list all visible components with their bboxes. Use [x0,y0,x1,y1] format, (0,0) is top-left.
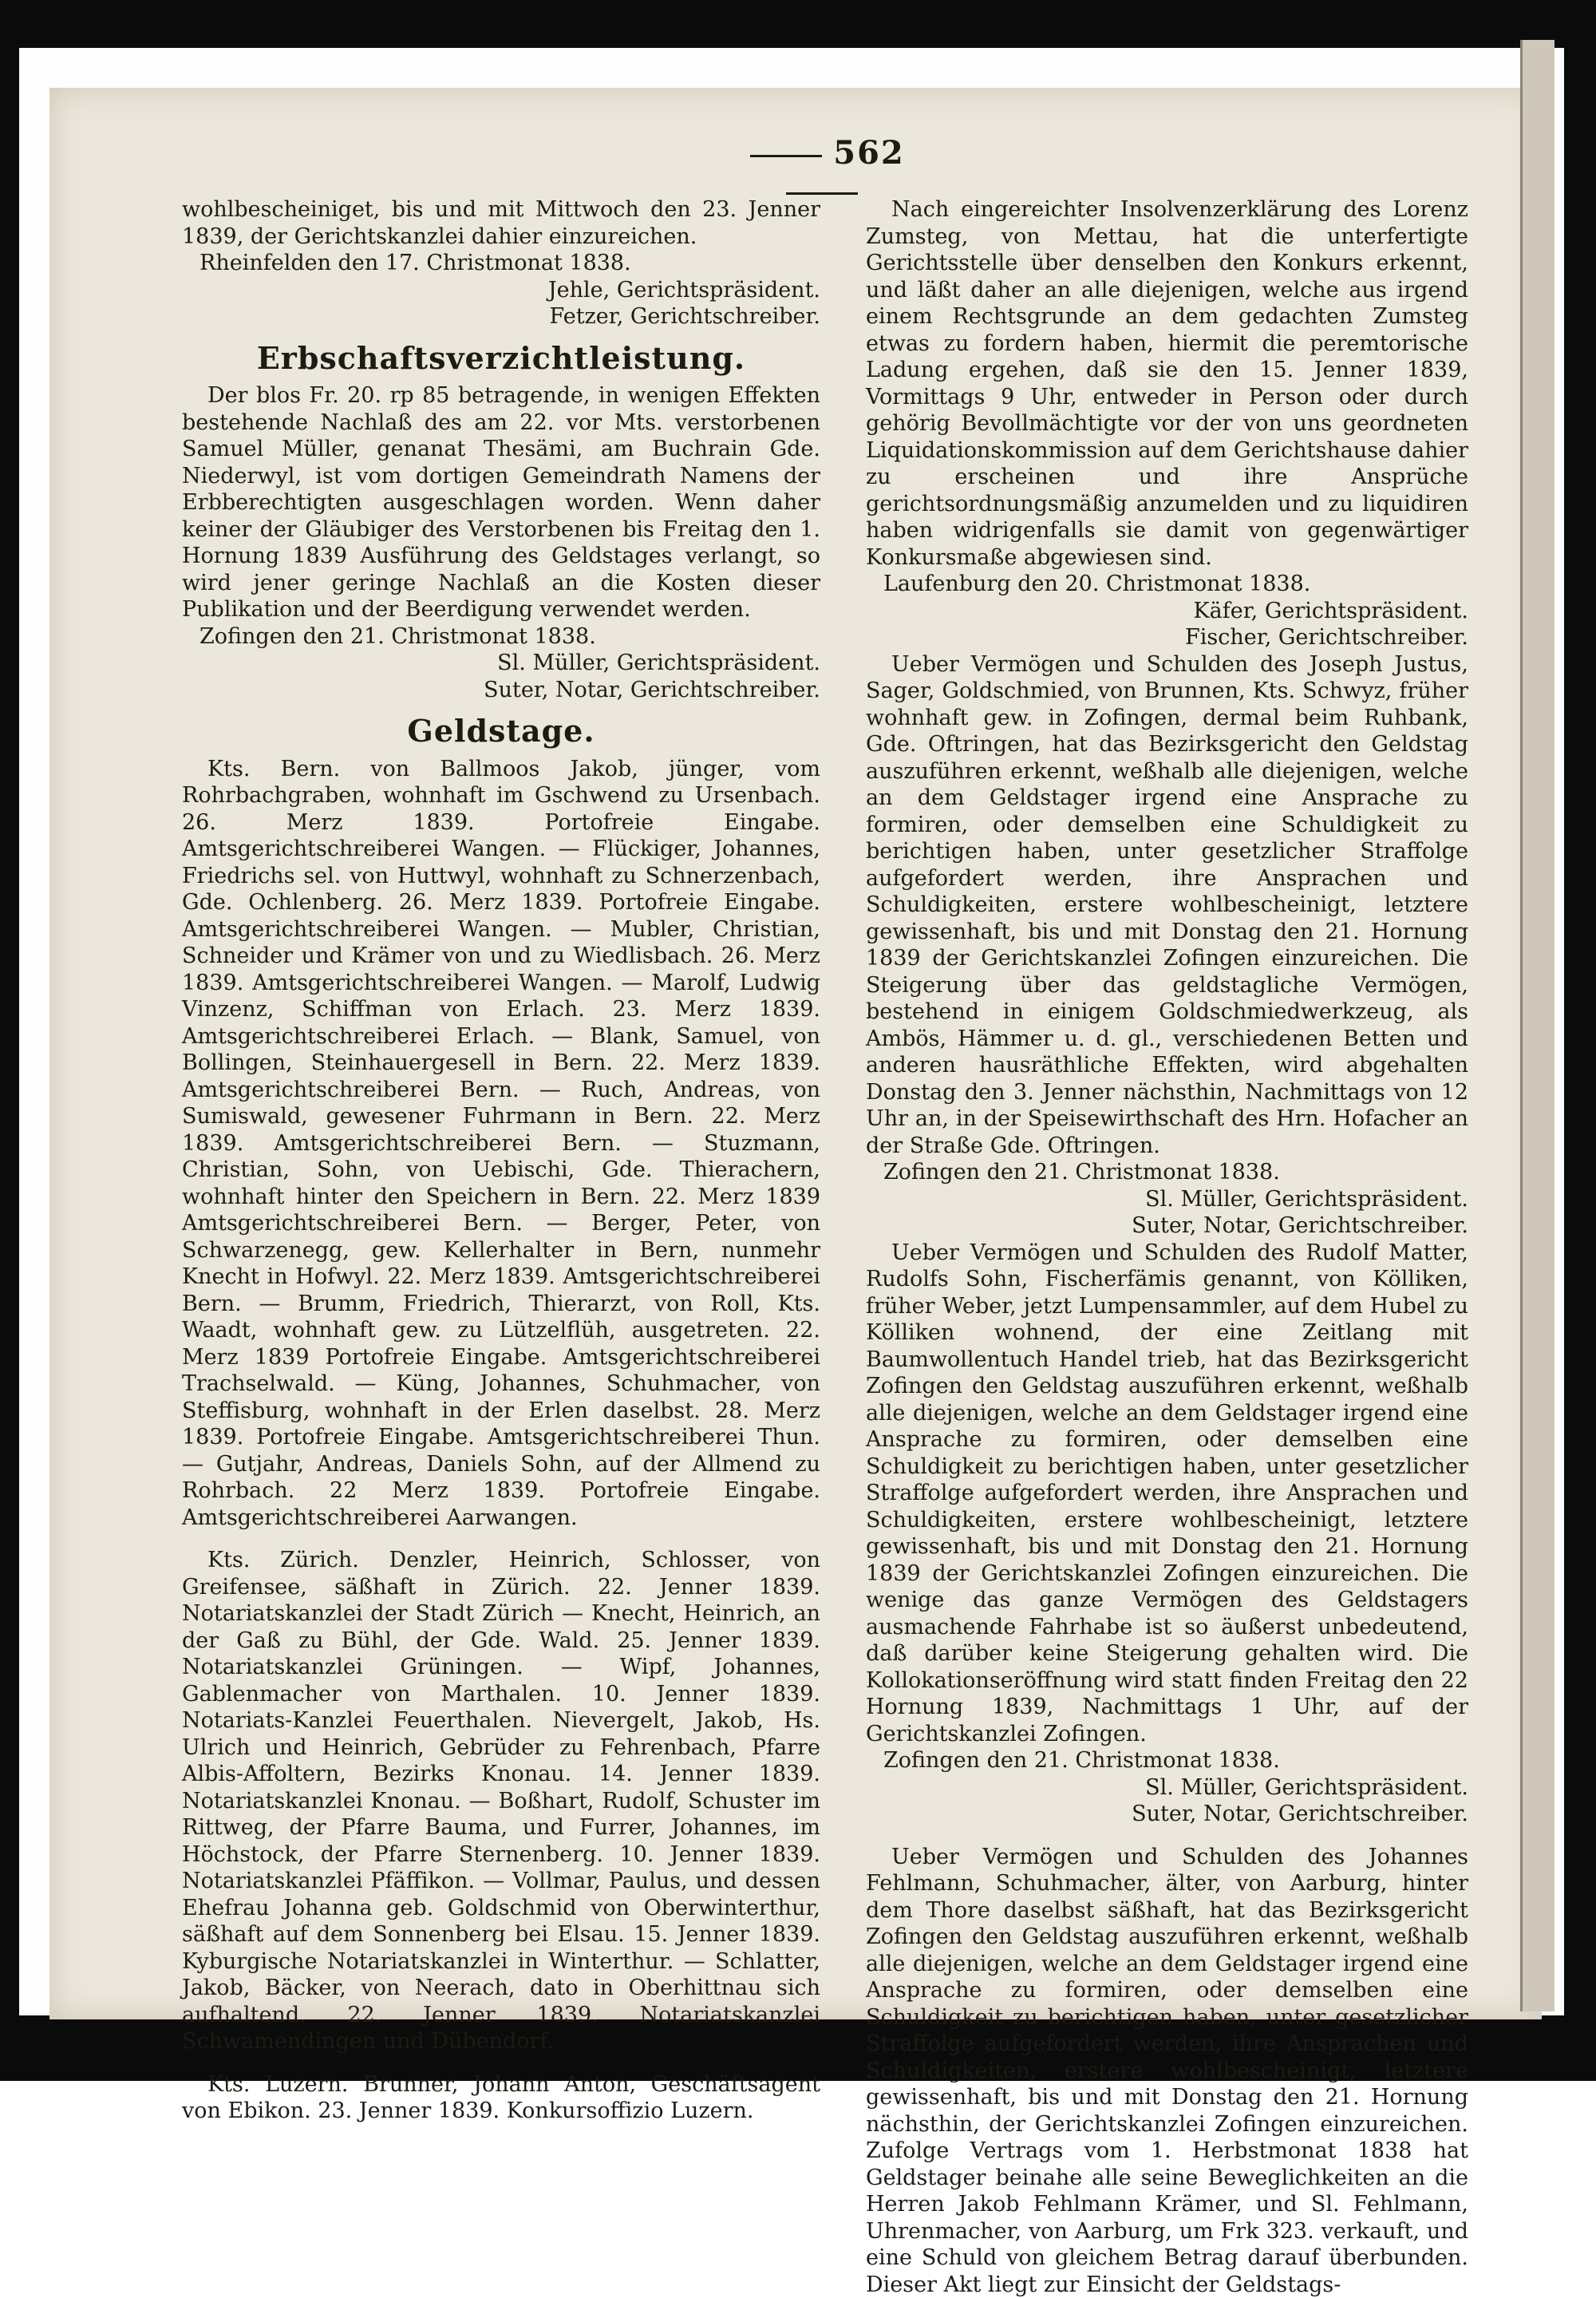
zumsteg-place-date: Laufenburg den 20. Christmonat 1838. [866,571,1468,598]
opening-signature-2: Fetzer, Gerichtschreiber. [182,303,820,330]
zumsteg-notice: Nach eingereichter Insolvenzerklärung des Lorenz Zumsteg, von Mettau, hat die unterfertigte Gerichtsstelle über denselben den Konkurs erkennt, und läßt daher an alle diejenigen, welche aus irgend einem Rechtsgrunde an dem gedachten Zumsteg etwas zu fordern haben, hiermit die peremtorische Ladung ergehen, daß sie den 15. Jenner 1839, Vormittags 9 Uhr, entweder in Person oder durch gehörig Bevollmächtigte vor der von uns geordneten Liquidationskommission auf dem Gerichtshause dahier zu erscheinen und ihre Ansprüche gerichtsordnungsmäßig anzumelden und zu liquidiren haben widrigenfalls sie damit von gegenwärtiger Konkursmaße abgewiesen sind. [866,196,1468,571]
erbschaft-notice: Der blos Fr. 20. rp 85 betragende, in wenigen Effekten bestehende Nachlaß des am 22. vor Mts. verstorbenen Samuel Müller, genanat Thesämi, am Buchrain Gde. Niederwyl, ist vom dortigen Gemeindrath Namens der Erbberechtigten ausgeschlagen worden. Wenn daher keiner der Gläubiger des Verstorbenen bis Freitag den 1. Hornung 1839 Ausführung des Geldstages verlangt, so wird jener geringe Nachlaß an die Kosten dieser Publikation und der Beerdigung verwendet werden. [182,382,820,623]
paragraph-gap [866,1828,1468,1844]
left-rule [750,155,822,157]
justus-signature-2: Suter, Notar, Gerichtschreiber. [866,1212,1468,1240]
matter-signature-2: Suter, Notar, Gerichtschreiber. [866,1801,1468,1828]
book-spine-edge [1520,40,1555,2011]
scan-border-right [1564,0,1596,2081]
fehlmann-notice: Ueber Vermögen und Schulden des Johannes Fehlmann, Schuhmacher, älter, von Aarburg, hinter dem Thore daselbst säßhaft, hat das Bezirksgericht Zofingen den Geldstag auszuführen erkennt, weßhalb alle diejenigen, welche an dem Geldstager irgend eine Ansprache zu formiren, oder demselben eine Schuldigkeit zu berichtigen haben, unter gesetzlicher Straffolge aufgefordert werden, ihre Ansprachen und Schuldigkeiten, erstere wohlbescheinigt, letztere gewissenhaft, bis und mit Donstag den 21. Hornung nächsthin, der Gerichtskanzlei Zofingen einzureichen. Zufolge Vertrags vom 1. Herbstmonat 1838 hat Geldstager beinahe alle seine Beweglichkeiten an die Herren Jakob Fehlmann Krämer, und Sl. Fehlmann, Uhrenmacher, von Aarburg, um Frk 323. verkauft, und eine Schuld von gleichem Betrag darauf überbunden. Dieser Akt liegt zur Einsicht der Geldstags- [866,1844,1468,2298]
right-rule [786,192,858,195]
justus-notice: Ueber Vermögen und Schulden des Joseph Justus, Sager, Goldschmied, von Brunnen, Kts. Schwyz, früher wohnhaft gew. in Zofingen, dermal beim Ruhbank, Gde. Oftringen, hat das Bezirksgericht den Geldstag auszuführen erkennt, weßhalb alle diejenigen, welche an dem Geldstager irgend eine Ansprache zu formiren, oder demselben eine Schuldigkeit zu berichtigen haben, unter gesetzlicher Straffolge aufgefordert werden, ihre Ansprachen und Schuldigkeiten, erstere wohlbescheinigt, letztere gewissenhaft, bis und mit Donstag den 21. Hornung 1839 der Gerichtskanzlei Zofingen einzureichen. Die Steigerung über das geldstagliche Vermögen, bestehend in einigem Goldschmiedwerkzeug, als Ambös, Hämmer u. d. gl., verschiedenen Betten und anderen hausräthliche Effekten, wird abgehalten Donstag den 3. Jenner nächsthin, Nachmittags von 12 Uhr an, in der Speisewirthschaft des Hrn. Hofacher an der Straße Gde. Oftringen. [866,651,1468,1160]
zumsteg-signature-2: Fischer, Gerichtschreiber. [866,624,1468,651]
erbschaft-signature-1: Sl. Müller, Gerichtspräsident. [182,650,820,677]
erbschaft-signature-2: Suter, Notar, Gerichtschreiber. [182,677,820,704]
geldstage-luzern: Kts. Luzern. Brunner, Johann Anton, Geschäftsagent von Ebikon. 23. Jenner 1839. Konkursoffizio Luzern. [182,2071,820,2125]
opening-place-date: Rheinfelden den 17. Christmonat 1838. [182,250,820,277]
erbschaft-place-date: Zofingen den 21. Christmonat 1838. [182,623,820,651]
geldstage-bern: Kts. Bern. von Ballmoos Jakob, jünger, vom Rohrbachgraben, wohnhaft im Gschwend zu Ursenbach. 26. Merz 1839. Portofreie Eingabe. Amtsgerichtschreiberei Wangen. — Flückiger, Johannes, Friedrichs sel. von Huttwyl, wohnhaft zu Schnerzenbach, Gde. Ochlenberg. 26. Merz 1839. Portofreie Eingabe. Amtsgerichtschreiberei Wangen. — Mubler, Christian, Schneider und Krämer von und zu Wiedlisbach. 26. Merz 1839. Amtsgerichtschreiberei Wangen. — Marolf, Ludwig Vinzenz, Schiffman von Erlach. 23. Merz 1839. Amtsgerichtschreiberei Erlach. — Blank, Samuel, von Bollingen, Steinhauergesell in Bern. 22. Merz 1839. Amtsgerichtschreiberei Bern. — Ruch, Andreas, von Sumiswald, gewesener Fuhrmann in Bern. 22. Merz 1839. Amtsgerichtschreiberei Bern. — Stuzmann, Christian, Sohn, von Uebischi, Gde. Thierachern, wohnhaft hinter den Speichern in Bern. 22. Merz 1839 Amtsgerichtschreiberei Bern. — Berger, Peter, von Schwarzenegg, gew. Kellerhalter in Bern, nunmehr Knecht in Hofwyl. 22. Merz 1839. Amtsgerichtschreiberei Bern. — Brumm, Friedrich, Thierarzt, von Roll, Kts. Waadt, wohnhaft gew. zu Lützelflüh, ausgetreten. 22. Merz 1839 Portofreie Eingabe. Amtsgerichtschreiberei Trachselwald. — Küng, Johannes, Schuhmacher, von Steffisburg, wohnhaft in der Erlen daselbst. 28. Merz 1839. Portofreie Eingabe. Amtsgerichtschreiberei Thun. — Gutjahr, Andreas, Daniels Sohn, auf der Allmend zu Rohrbach. 22 Merz 1839. Portofreie Eingabe. Amtsgerichtschreiberei Aarwangen. [182,756,820,1532]
opening-signature-1: Jehle, Gerichtspräsident. [182,277,820,304]
section-heading-geldstage: Geldstage. [182,718,820,745]
scan-border-left [0,0,19,2081]
justus-place-date: Zofingen den 21. Christmonat 1838. [866,1159,1468,1186]
matter-notice: Ueber Vermögen und Schulden des Rudolf Matter, Rudolfs Sohn, Fischerfämis genannt, von Kölliken, früher Weber, jetzt Lumpensammler, auf dem Hubel zu Kölliken wohnend, der eine Zeitlang mit Baumwollentuch Handel trieb, hat das Bezirksgericht Zofingen den Geldstag auszuführen erkennt, weßhalb alle diejenigen, welche an dem Geldstager irgend eine Ansprache zu formiren, oder demselben eine Schuldigkeit zu berichtigen haben, unter gesetzlicher Straffolge aufgefordert werden, ihre Ansprachen und Schuldigkeiten, erstere wohlbescheinigt, letztere gewissenhaft, bis und mit Donstag den 21. Hornung 1839 der Gerichtskanzlei Zofingen einzureichen. Die wenige das ganze Vermögen des Geldstagers ausmachende Fahrhabe ist so äußerst unbedeutend, daß darüber keine Steigerung gehalten wird. Die Kollokationseröffnung wird statt finden Freitag den 22 Hornung 1839, Nachmittags 1 Uhr, auf der Gerichtskanzlei Zofingen. [866,1240,1468,1748]
page-number-text: 562 [833,134,905,172]
geldstage-zurich: Kts. Zürich. Denzler, Heinrich, Schlosser, von Greifensee, säßhaft in Zürich. 22. Jenner 1839. Notariatskanzlei der Stadt Zürich — Knecht, Heinrich, an der Gaß zu Bühl, der Gde. Wald. 25. Jenner 1839. Notariatskanzlei Grüningen. — Wipf, Johannes, Gablenmacher von Marthalen. 10. Jenner 1839. Notariats-Kanzlei Feuerthalen. Nievergelt, Jakob, Hs. Ulrich und Heinrich, Gebrüder zu Fehrenbach, Pfarre Albis-Affoltern, Bezirks Knonau. 14. Jenner 1839. Notariatskanzlei Knonau. — Boßhart, Rudolf, Schuster im Rittweg, der Pfarre Bauma, und Furrer, Johannes, im Höchstock, der Pfarre Sternenberg. 10. Jenner 1839. Notariatskanzlei Pfäffikon. — Vollmar, Paulus, und dessen Ehefrau Johanna geb. Goldschmid von Oberwinterthur, säßhaft auf dem Sonnenberg bei Elsau. 15. Jenner 1839. Kyburgische Notariatskanzlei in Winterthur. — Schlatter, Jakob, Bäcker, von Neerach, dato in Oberhittnau sich aufhaltend. 22. Jenner 1839. Notariatskanzlei Schwamendingen und Dübendorf. [182,1547,820,2055]
paragraph-gap [182,2055,820,2071]
justus-signature-1: Sl. Müller, Gerichtspräsident. [866,1186,1468,1213]
section-heading-erbschaft: Erbschaftsverzichtleistung. [182,345,820,372]
opening-paragraph: wohlbescheiniget, bis und mit Mittwoch den 23. Jenner 1839, der Gerichtskanzlei dahier einzureichen. [182,196,820,250]
scan-border-top [0,0,1596,48]
zumsteg-signature-1: Käfer, Gerichtspräsident. [866,598,1468,625]
paragraph-gap [182,1531,820,1547]
matter-place-date: Zofingen den 21. Christmonat 1838. [866,1747,1468,1774]
left-column [182,196,820,2125]
matter-signature-1: Sl. Müller, Gerichtspräsident. [866,1774,1468,1802]
right-column [866,196,1468,2298]
